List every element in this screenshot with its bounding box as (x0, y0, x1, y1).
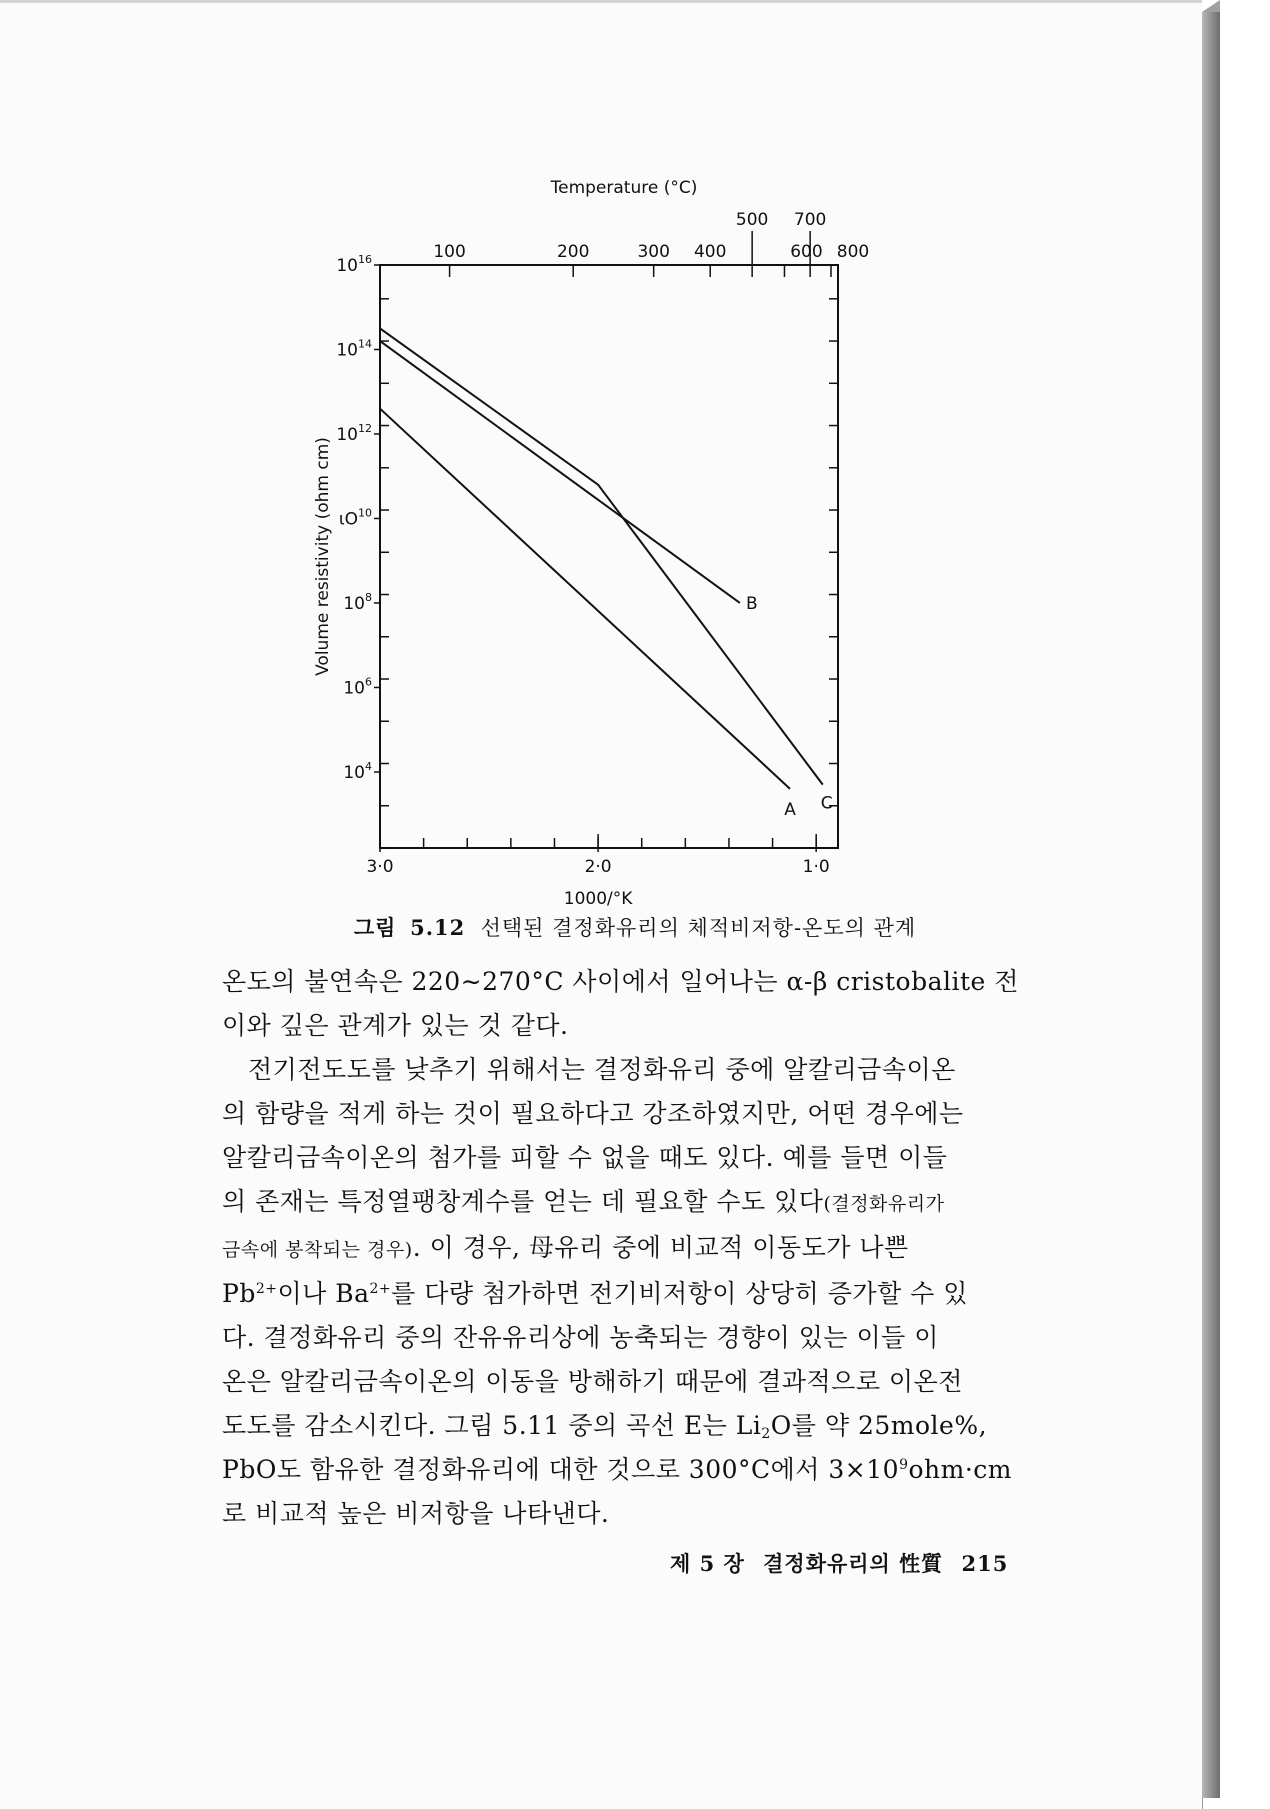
p2-line-d-small: (결정화유리가 (823, 1193, 945, 1215)
top-axis-title: Temperature (°C) (550, 178, 698, 198)
p2-sub: 2 (761, 1426, 771, 1442)
p2-line-e: . 이 경우, 母유리 중에 비교적 이동도가 나쁜 (412, 1233, 909, 1262)
p2-line-k: 로 비교적 높은 비저항을 나타낸다. (222, 1499, 610, 1528)
caption-number: 5.12 (410, 915, 466, 940)
p2-line-d: 의 존재는 특정열팽창계수를 얻는 데 필요할 수도 있다 (222, 1187, 824, 1216)
p2-sup-1: 2+ (255, 1281, 278, 1297)
y-tick-label (336, 253, 372, 276)
top-tick-label: 600 (790, 242, 823, 262)
y-tick-base: 10 (343, 678, 365, 699)
x-tick-label: 1·0 (802, 857, 830, 877)
y-tick-label (339, 506, 372, 529)
p2-line-g: 다. 결정화유리 중의 잔유유리상에 농축되는 경향이 있는 이들 이 (222, 1323, 939, 1352)
y-axis-title: Volume resistivity (ohm cm) (313, 437, 333, 676)
x-tick-label: 2·0 (584, 857, 612, 877)
y-tick-exp: 10 (358, 506, 372, 520)
caption-label: 그림 (353, 915, 397, 940)
top-tick-label-upper: 700 (793, 210, 827, 230)
page-number: 215 (961, 1551, 1009, 1576)
y-tick-exp: 8 (365, 590, 372, 604)
p2-line-f1: Pb (222, 1279, 256, 1308)
y-tick-exp: 6 (365, 675, 372, 689)
body-text (222, 960, 1052, 1536)
p2-line-c: 알칼리금속이온의 첨가를 피할 수 없을 때도 있다. 예를 들면 이들 (222, 1143, 948, 1172)
top-tick-label: 200 (556, 242, 590, 262)
y-tick-exp: 14 (358, 337, 372, 351)
y-tick-label (343, 675, 372, 698)
caption-text: 선택된 결정화유리의 체적비저항-온도의 관계 (480, 916, 917, 940)
plot-frame (380, 265, 838, 848)
y-tick-exp: 12 (358, 421, 372, 435)
top-tick-label-upper: 500 (735, 210, 769, 230)
p2-line-j2: ohm·cm (908, 1455, 1013, 1484)
paragraph-1 (222, 960, 1052, 1048)
x-tick-label: 3·0 (366, 857, 394, 877)
p2-line-i2: O를 약 25mole%, (770, 1411, 988, 1440)
y-tick-base: 10 (336, 256, 358, 276)
page-edge (1202, 8, 1220, 1798)
p1-line-a: 온도의 불연속은 220∼270°C 사이에서 일어나는 α-β cristobalite 전 (222, 967, 1019, 996)
series-line-B (380, 341, 740, 603)
p2-sup-2: 2+ (369, 1281, 392, 1297)
p2-line-f3: 를 다량 첨가하면 전기비저항이 상당히 증가할 수 있 (391, 1279, 968, 1308)
top-tick-label: 100 (433, 242, 466, 262)
y-tick-base: 10 (336, 340, 358, 361)
p2-sup-3: 9 (899, 1457, 909, 1473)
y-tick-base: ιO (338, 509, 358, 530)
y-tick-label (336, 422, 372, 445)
series-line-C (380, 328, 823, 784)
series-label-A: A (784, 799, 796, 820)
y-tick-label (343, 591, 372, 614)
p2-line-f2: 이나 Ba (277, 1279, 370, 1308)
p1-line-b: 이와 깊은 관계가 있는 것 같다. (222, 1011, 569, 1040)
x-axis-title: 1000/°K (563, 889, 633, 909)
footer-chapter: 제 5 장 (670, 1551, 745, 1576)
series-label-B: B (746, 593, 758, 614)
p2-line-e-small: 금속에 봉착되는 경우) (222, 1239, 413, 1261)
resistivity-chart (300, 178, 870, 915)
footer-title: 결정화유리의 性質 (763, 1551, 944, 1576)
p2-line-a: 전기전도도를 낮추기 위해서는 결정화유리 중에 알칼리금속이온 (248, 1055, 956, 1084)
y-tick-base: 10 (343, 762, 365, 783)
y-tick-label (343, 760, 372, 783)
series-line-A (380, 409, 790, 789)
y-tick-exp: 4 (365, 759, 372, 773)
y-tick-label (336, 337, 372, 360)
series-label-C: C (820, 793, 833, 814)
p2-line-j1: PbO도 함유한 결정화유리에 대한 것으로 300°C에서 3×10 (222, 1455, 900, 1484)
page-footer (670, 1548, 1070, 1578)
chart-svg (300, 178, 870, 915)
paragraph-2 (222, 1048, 1052, 1536)
top-tick-label: 400 (693, 242, 727, 262)
top-tick-label: 800 (836, 242, 870, 262)
figure-caption (0, 912, 1270, 942)
y-tick-base: 10 (343, 593, 365, 614)
top-tick-label: 300 (637, 242, 670, 262)
y-tick-base: 10 (336, 424, 358, 445)
p2-line-b: 의 함량을 적게 하는 것이 필요하다고 강조하였지만, 어떤 경우에는 (222, 1099, 964, 1128)
p2-line-h: 온은 알칼리금속이온의 이동을 방해하기 때문에 결과적으로 이온전 (222, 1367, 963, 1396)
y-tick-exp: 16 (358, 253, 372, 266)
p2-line-i1: 도도를 감소시킨다. 그림 5.11 중의 곡선 E는 Li (222, 1411, 762, 1440)
